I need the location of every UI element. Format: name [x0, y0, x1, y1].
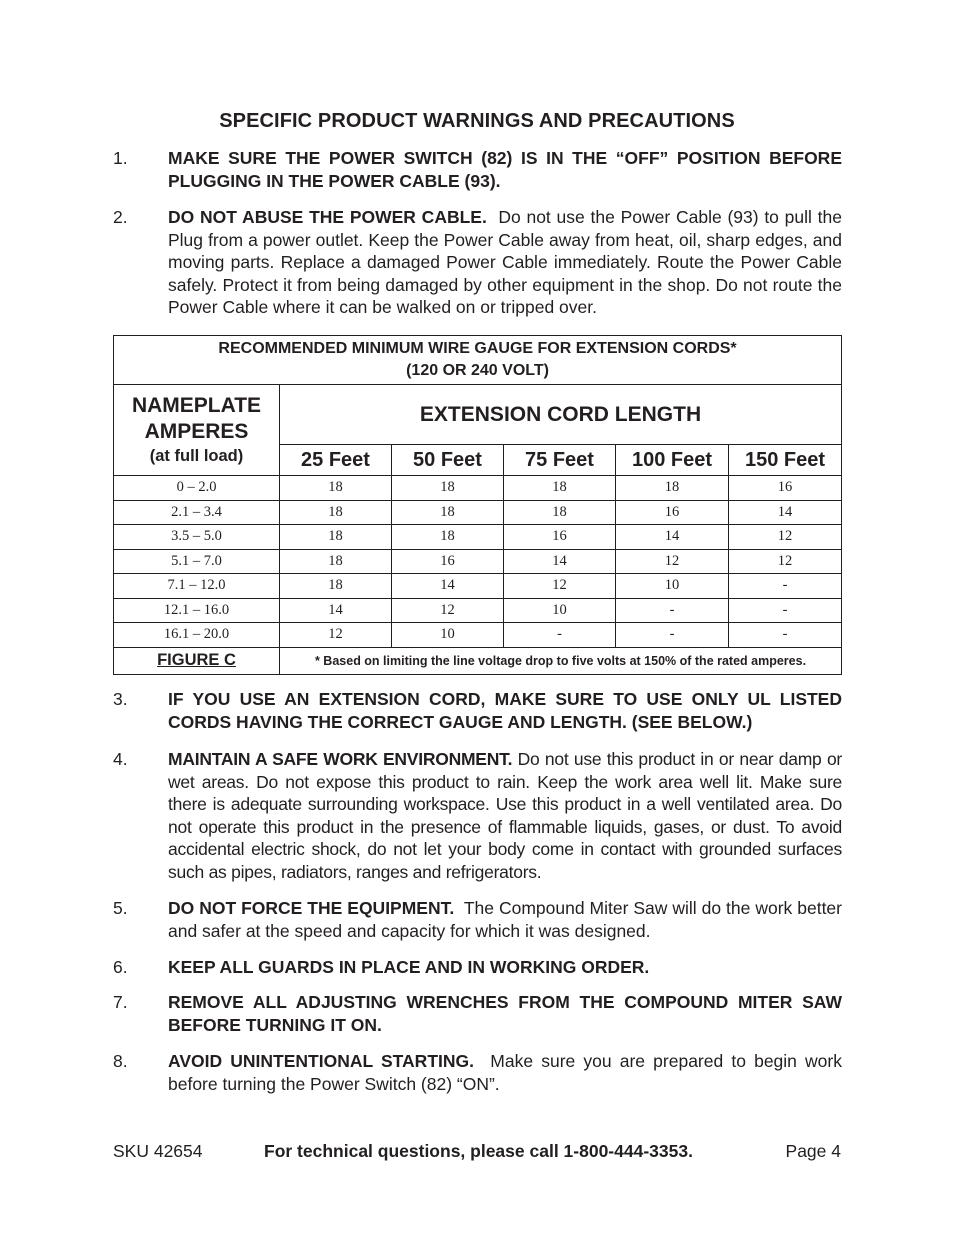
item-number: 5. — [113, 898, 128, 918]
item-bold-text: DO NOT FORCE THE EQUIPMENT. — [168, 898, 455, 918]
section-heading: SPECIFIC PRODUCT WARNINGS AND PRECAUTIONS — [219, 110, 735, 132]
gauge-cell: 18 — [280, 525, 392, 550]
gauge-cell: 16 — [392, 549, 504, 574]
gauge-cell: - — [729, 623, 842, 648]
gauge-cell: 10 — [616, 574, 729, 599]
length-column-header: 25 Feet — [280, 445, 392, 476]
item-number: 2. — [113, 207, 128, 227]
gauge-cell: 16 — [504, 525, 616, 550]
table-row — [114, 525, 842, 550]
amperes-header-sub: (at full load) — [149, 447, 244, 465]
gauge-cell: 12 — [729, 549, 842, 574]
gauge-cell: 10 — [504, 598, 616, 623]
table-footnote: * Based on limiting the line voltage drop to five volts at 150% of the rated amperes. — [280, 647, 842, 674]
amperes-header — [114, 385, 280, 476]
table-row — [114, 476, 842, 501]
gauge-cell: 18 — [280, 476, 392, 501]
list-item — [113, 897, 842, 942]
item-bold-text: MAKE SURE THE POWER SWITCH (82) IS IN THE “OFF” POSITION BEFORE PLUGGING IN THE POWER CABLE (93). — [168, 148, 842, 191]
wire-gauge-table — [113, 335, 842, 675]
gauge-cell: - — [616, 623, 729, 648]
list-item — [113, 991, 842, 1036]
gauge-cell: 18 — [280, 549, 392, 574]
item-text: Make sure you are prepared to begin work before turning the Power Switch (82) “ON”. — [168, 1051, 842, 1094]
gauge-cell: - — [504, 623, 616, 648]
amperes-cell: 16.1 – 20.0 — [114, 623, 280, 648]
gauge-cell: - — [729, 574, 842, 599]
list-item — [113, 956, 842, 979]
gauge-cell: 10 — [392, 623, 504, 648]
table-row — [114, 623, 842, 648]
table-title — [114, 336, 842, 385]
amperes-cell: 0 – 2.0 — [114, 476, 280, 501]
gauge-cell: 18 — [280, 574, 392, 599]
table-row — [114, 500, 842, 525]
gauge-cell: 14 — [616, 525, 729, 550]
item-number: 3. — [113, 689, 128, 709]
gauge-cell: 12 — [392, 598, 504, 623]
item-number: 4. — [113, 749, 128, 769]
amperes-cell: 5.1 – 7.0 — [114, 549, 280, 574]
item-bold-text: AVOID UNINTENTIONAL STARTING. — [168, 1051, 474, 1071]
tech-support-line: For technical questions, please call 1-800-444-3353. — [264, 1141, 693, 1161]
table-title-line2: (120 OR 240 VOLT) — [406, 362, 549, 379]
gauge-cell: 14 — [729, 500, 842, 525]
gauge-cell: 12 — [729, 525, 842, 550]
gauge-cell: 18 — [504, 500, 616, 525]
page-number: Page 4 — [785, 1141, 841, 1161]
gauge-cell: 18 — [392, 476, 504, 501]
list-item — [113, 1050, 842, 1095]
list-item — [113, 748, 842, 884]
item-number: 8. — [113, 1051, 128, 1071]
item-bold-text: KEEP ALL GUARDS IN PLACE AND IN WORKING ORDER. — [168, 957, 650, 977]
amperes-cell: 12.1 – 16.0 — [114, 598, 280, 623]
item-bold-text: IF YOU USE AN EXTENSION CORD, MAKE SURE TO USE ONLY UL LISTED CORDS HAVING THE CORRECT GAUGE AND LENGTH. (SEE BELOW.) — [168, 689, 842, 732]
item-number: 7. — [113, 992, 128, 1012]
length-column-header: 100 Feet — [616, 445, 729, 476]
gauge-cell: 18 — [504, 476, 616, 501]
item-text: The Compound Miter Saw will do the work better and safer at the speed and capacity for which it was designed. — [168, 898, 842, 941]
item-bold-text: MAINTAIN A SAFE WORK ENVIRONMENT. — [168, 749, 513, 769]
gauge-cell: 14 — [504, 549, 616, 574]
gauge-cell: - — [729, 598, 842, 623]
item-bold-text: REMOVE ALL ADJUSTING WRENCHES FROM THE COMPOUND MITER SAW BEFORE TURNING IT ON. — [168, 992, 842, 1035]
figure-label: FIGURE C — [114, 647, 280, 674]
gauge-cell: 14 — [392, 574, 504, 599]
sku-label: SKU 42654 — [113, 1141, 203, 1161]
amperes-header-line1: NAMEPLATE — [131, 394, 262, 417]
length-column-header: 75 Feet — [504, 445, 616, 476]
item-number: 6. — [113, 957, 128, 977]
amperes-cell: 3.5 – 5.0 — [114, 525, 280, 550]
amperes-cell: 7.1 – 12.0 — [114, 574, 280, 599]
amperes-cell: 2.1 – 3.4 — [114, 500, 280, 525]
gauge-cell: 18 — [392, 500, 504, 525]
list-item — [113, 688, 842, 733]
gauge-cell: 18 — [392, 525, 504, 550]
length-column-header: 150 Feet — [729, 445, 842, 476]
amperes-header-line2: AMPERES — [144, 420, 249, 443]
table-title-line1: RECOMMENDED MINIMUM WIRE GAUGE FOR EXTENSION CORDS* — [218, 340, 737, 357]
list-item — [113, 147, 842, 192]
gauge-cell: 18 — [616, 476, 729, 501]
gauge-cell: 12 — [280, 623, 392, 648]
table-row — [114, 549, 842, 574]
gauge-cell: 12 — [504, 574, 616, 599]
table-footer-row — [114, 647, 842, 674]
item-number: 1. — [113, 148, 128, 168]
gauge-cell: 12 — [616, 549, 729, 574]
item-text: Do not use this product in or near damp or wet areas. Do not expose this product to rain. Keep the work area well lit. Make sure there is adequate surrounding workspace. Use this product in a well ventilated area. Do not operate this product in the presence of flammable liquids, gases, or dust. To avoid accidental electric shock, do not let your body come in contact with grounded surfaces such as pipes, radiators, ranges and refrigerators. — [168, 749, 842, 882]
table-row — [114, 574, 842, 599]
gauge-cell: 14 — [280, 598, 392, 623]
gauge-cell: 16 — [729, 476, 842, 501]
gauge-cell: 16 — [616, 500, 729, 525]
item-bold-text: DO NOT ABUSE THE POWER CABLE. — [168, 207, 487, 227]
item-text: Do not use the Power Cable (93) to pull the Plug from a power outlet. Keep the Power Cable away from heat, oil, sharp edges, and moving parts. Replace a damaged Power Cable immediately. Route the Power Cable safely. Protect it from being damaged by other equipment in the shop. Do not route the Power Cable where it can be walked on or tripped over. — [168, 207, 842, 318]
list-item — [113, 206, 842, 319]
length-column-header: 50 Feet — [392, 445, 504, 476]
length-header: EXTENSION CORD LENGTH — [280, 385, 842, 445]
gauge-cell: 18 — [280, 500, 392, 525]
table-row — [114, 598, 842, 623]
gauge-cell: - — [616, 598, 729, 623]
